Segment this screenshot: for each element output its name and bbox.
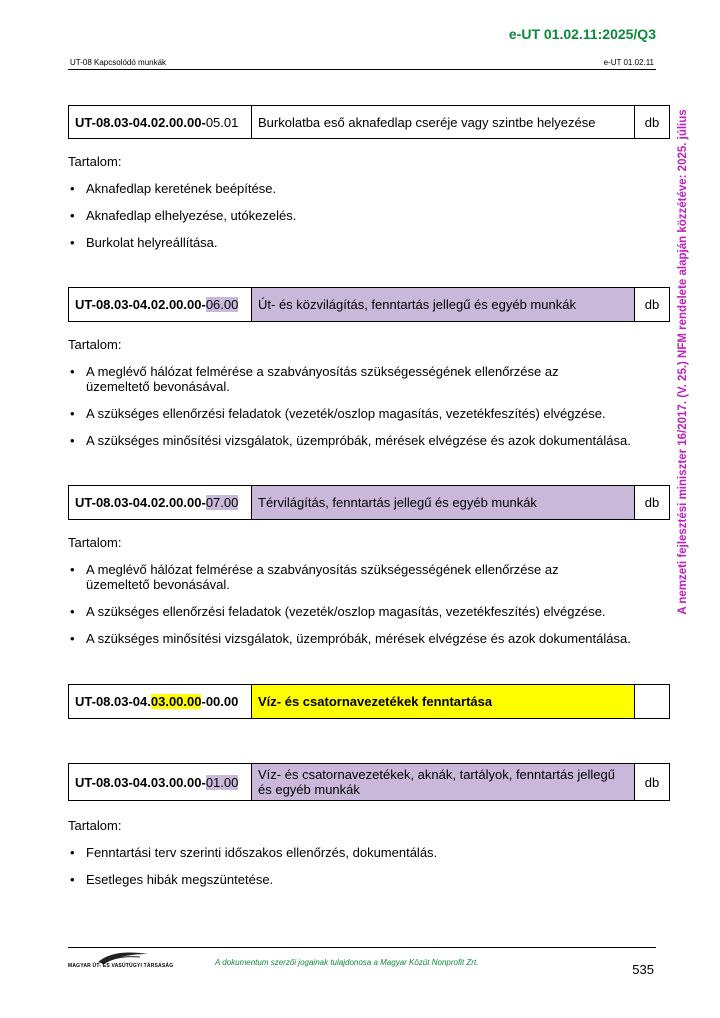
item-table-2 xyxy=(68,287,670,322)
list-item: • A szükséges ellenőrzési feladatok (vezeték/oszlop magasítás, vezetékfeszítés) elvégzése. xyxy=(68,406,658,421)
list-item: • Burkolat helyreállítása. xyxy=(68,235,658,250)
item-code: UT-08.03-04.03.00.00-01.00 xyxy=(69,764,252,801)
item-title: Víz- és csatornavezetékek fenntartása xyxy=(252,685,635,719)
item-unit: db xyxy=(635,486,670,520)
item-unit: db xyxy=(635,764,670,801)
list-item: • Aknafedlap keretének beépítése. xyxy=(68,181,658,196)
item-unit: db xyxy=(635,288,670,322)
list-item: • Aknafedlap elhelyezése, utókezelés. xyxy=(68,208,658,223)
side-note-text: A nemzeti fejlesztési miniszter 16/2017. (V. 25.) NFM rendelete alapján közzétéve: 2025. július xyxy=(677,109,689,615)
item-title: Térvilágítás, fenntartás jellegű és egyéb munkák xyxy=(252,486,635,520)
list-item: • A szükséges minősítési vizsgálatok, üzempróbák, mérések elvégzése és azok dokumentálása. xyxy=(68,631,658,646)
content-list-1 xyxy=(68,181,658,262)
page-number: 535 xyxy=(632,962,654,977)
content-label: Tartalom: xyxy=(68,535,122,550)
side-note xyxy=(672,96,694,628)
list-item: • A meglévő hálózat felmérése a szabványosítás szükségességének ellenőrzése az üzemeltető bevonásával. xyxy=(68,562,658,592)
item-title: Út- és közvilágítás, fenntartás jellegű és egyéb munkák xyxy=(252,288,635,322)
item-table-1 xyxy=(68,105,670,139)
logo-text: MAGYAR ÚT- ÉS VASÚTÜGYI TÁRSASÁG xyxy=(68,963,174,969)
item-title: Burkolatba eső aknafedlap cseréje vagy szintbe helyezése xyxy=(252,106,635,139)
item-unit xyxy=(635,685,670,719)
running-header xyxy=(68,58,656,70)
item-title: Víz- és csatornavezetékek, aknák, tartályok, fenntartás jellegű és egyéb munkák xyxy=(252,764,635,801)
item-unit: db xyxy=(635,106,670,139)
item-table-3 xyxy=(68,485,670,520)
content-list-3 xyxy=(68,562,658,658)
item-table-4 xyxy=(68,684,670,719)
content-label: Tartalom: xyxy=(68,154,122,169)
content-list-2 xyxy=(68,364,658,460)
list-item: • A szükséges minősítési vizsgálatok, üzempróbák, mérések elvégzése és azok dokumentálása. xyxy=(68,433,658,448)
list-item: • A szükséges ellenőrzési feladatok (vezeték/oszlop magasítás, vezetékfeszítés) elvégzése. xyxy=(68,604,658,619)
content-label: Tartalom: xyxy=(68,337,122,352)
list-item: • Fenntartási terv szerinti időszakos ellenőrzés, dokumentálás. xyxy=(68,845,658,860)
item-code: UT-08.03-04.02.00.00-05.01 xyxy=(69,106,252,139)
document-code: e-UT 01.02.11:2025/Q3 xyxy=(508,26,656,42)
list-item: • Esetleges hibák megszüntetése. xyxy=(68,872,658,887)
footer-divider xyxy=(68,947,656,948)
copyright-notice: A dokumentum szerzői jogainak tulajdonosa a Magyar Közút Nonprofit Zrt. xyxy=(215,958,479,967)
item-code: UT-08.03-04.03.00.00-00.00 xyxy=(69,685,252,719)
content-list-5 xyxy=(68,845,658,899)
item-code: UT-08.03-04.02.00.00-07.00 xyxy=(69,486,252,520)
header-left: UT-08 Kapcsolódó munkák xyxy=(70,58,167,67)
item-table-5 xyxy=(68,763,670,801)
item-code: UT-08.03-04.02.00.00-06.00 xyxy=(69,288,252,322)
content-label: Tartalom: xyxy=(68,818,122,833)
list-item: • A meglévő hálózat felmérése a szabványosítás szükségességének ellenőrzése az üzemeltető bevonásával. xyxy=(68,364,658,394)
header-right: e-UT 01.02.11 xyxy=(603,58,654,67)
